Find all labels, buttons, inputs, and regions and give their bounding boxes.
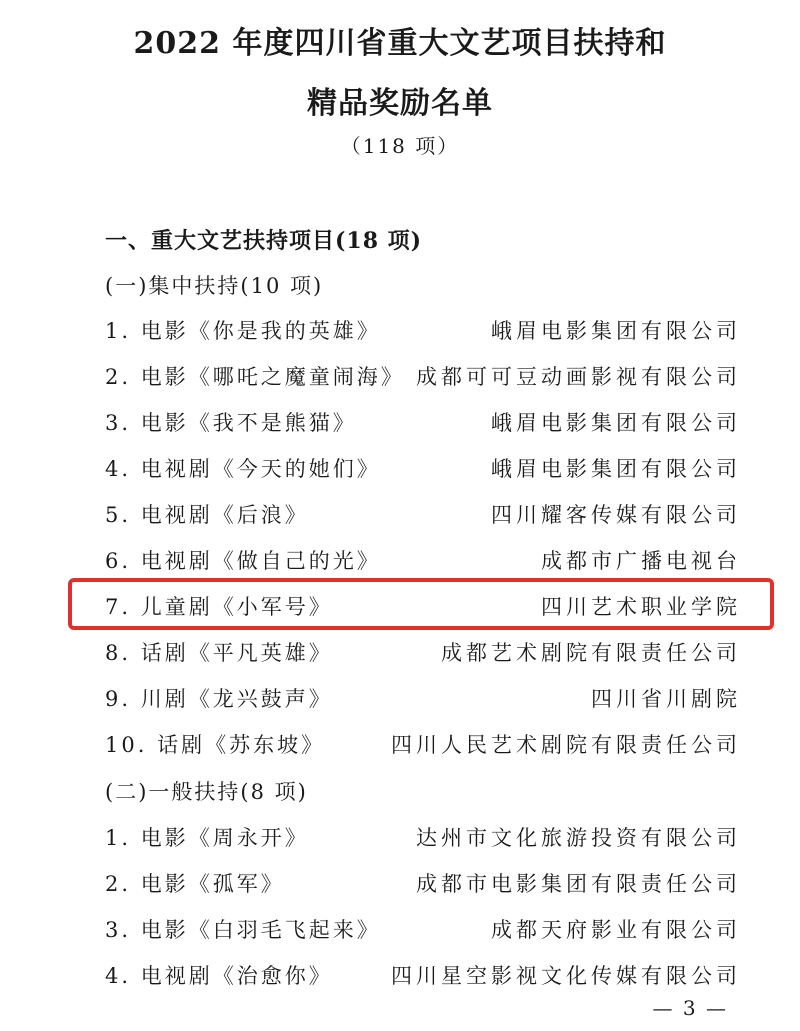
item-organization: 成都市电影集团有限责任公司 xyxy=(416,872,741,896)
subsection-heading-general: (二)一般扶持(8 项) xyxy=(105,780,308,804)
item-title: 10. 话剧《苏东坡》 xyxy=(105,733,326,757)
list-item xyxy=(105,637,741,669)
item-title: 2. 电影《孤军》 xyxy=(105,872,285,896)
page-number: — 3 — xyxy=(652,996,728,1020)
list-item xyxy=(105,499,741,531)
item-organization: 成都可可豆动画影视有限公司 xyxy=(416,365,741,389)
list-item xyxy=(105,914,741,946)
item-organization: 四川艺术职业学院 xyxy=(541,595,741,619)
document-title-line1: 2022 年度四川省重大文艺项目扶持和 xyxy=(133,26,667,61)
item-title: 3. 电影《白羽毛飞起来》 xyxy=(105,918,381,942)
item-title: 3. 电影《我不是熊猫》 xyxy=(105,411,357,435)
list-item xyxy=(105,545,741,577)
item-title: 9. 川剧《龙兴鼓声》 xyxy=(105,687,333,711)
item-title: 4. 电视剧《今天的她们》 xyxy=(105,457,381,481)
item-organization: 峨眉电影集团有限公司 xyxy=(491,457,741,481)
list-item xyxy=(105,960,741,992)
list-item xyxy=(105,315,741,347)
item-title: 6. 电视剧《做自己的光》 xyxy=(105,549,381,573)
item-organization: 峨眉电影集团有限公司 xyxy=(491,319,741,343)
item-title: 4. 电视剧《治愈你》 xyxy=(105,964,333,988)
list-item xyxy=(105,683,741,715)
item-title: 1. 电影《周永开》 xyxy=(105,826,309,850)
document-title-line2: 精品奖励名单 xyxy=(307,86,493,121)
item-organization: 四川耀客传媒有限公司 xyxy=(491,503,741,527)
item-title: 5. 电视剧《后浪》 xyxy=(105,503,309,527)
item-organization: 四川省川剧院 xyxy=(591,687,741,711)
total-count: （118 项） xyxy=(340,134,460,158)
list-item xyxy=(105,822,741,854)
list-item xyxy=(105,361,741,393)
list-item xyxy=(105,453,741,485)
item-organization: 成都天府影业有限公司 xyxy=(491,918,741,942)
list-item xyxy=(105,407,741,439)
item-organization: 四川人民艺术剧院有限责任公司 xyxy=(391,733,741,757)
item-title: 8. 话剧《平凡英雄》 xyxy=(105,641,333,665)
subsection-heading-concentrated: (一)集中扶持(10 项) xyxy=(105,274,324,298)
section-heading-major-support: 一、重大文艺扶持项目(18 项) xyxy=(105,228,423,254)
item-organization: 四川星空影视文化传媒有限公司 xyxy=(391,964,741,988)
list-item xyxy=(105,868,741,900)
item-organization: 成都市广播电视台 xyxy=(541,549,741,573)
item-title: 7. 儿童剧《小军号》 xyxy=(105,595,333,619)
item-organization: 达州市文化旅游投资有限公司 xyxy=(416,826,741,850)
list-item xyxy=(105,729,741,761)
item-organization: 成都艺术剧院有限责任公司 xyxy=(441,641,741,665)
item-organization: 峨眉电影集团有限公司 xyxy=(491,411,741,435)
item-title: 1. 电影《你是我的英雄》 xyxy=(105,319,381,343)
item-title: 2. 电影《哪吒之魔童闹海》 xyxy=(105,365,405,389)
highlight-box xyxy=(68,578,774,630)
